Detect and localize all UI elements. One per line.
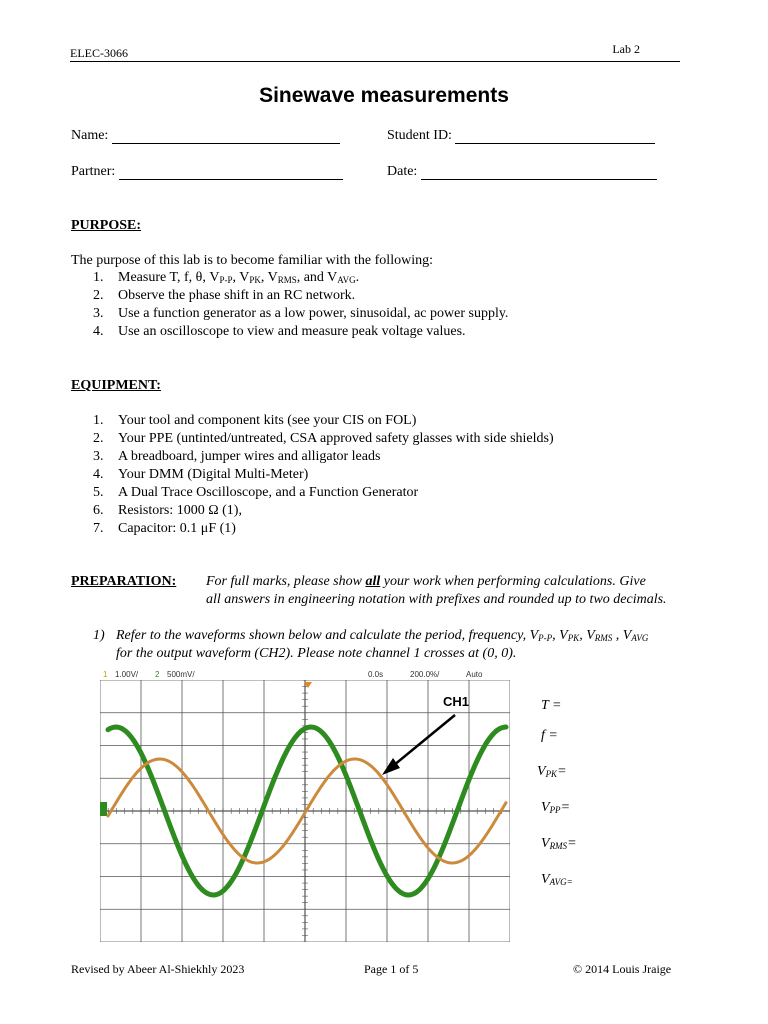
footer-copyright: © 2014 Louis Jraige	[573, 962, 672, 976]
measure-vavg: $V_{AVG=}$	[541, 872, 573, 887]
ch2-ground-marker-icon	[100, 802, 107, 816]
date-label: Date:	[387, 164, 418, 179]
name-field[interactable]	[71, 128, 340, 144]
lab-number: Lab 2	[612, 42, 640, 56]
list-item: 1. Measure T, f, θ, $V_{P-P}$, $V_{PK}$, $V_{RMS}$, and $V_{AVG}$.	[93, 270, 360, 285]
purpose-heading: PURPOSE:	[71, 218, 141, 233]
preparation-heading: PREPARATION:	[71, 574, 177, 589]
list-item: 7. Capacitor: 0.1 μF (1)	[93, 521, 236, 536]
ch1-indicator: 1	[103, 670, 108, 679]
preparation-note: For full marks, please show all your work when performing calculations. Give	[206, 574, 646, 589]
name-blank[interactable]	[112, 129, 340, 144]
list-item: 3. Use a function generator as a low power, sinusoidal, ac power supply.	[93, 306, 509, 321]
name-label: Name:	[71, 128, 109, 143]
measure-frequency: f =	[541, 728, 558, 743]
purpose-list	[93, 269, 508, 341]
purpose-intro: The purpose of this lab is to become familiar with the following:	[71, 253, 433, 268]
list-item: 1. Your tool and component kits (see your CIS on FOL)	[93, 413, 417, 428]
footer-revised: Revised by Abeer Al-Shiekhly 2023	[71, 962, 245, 976]
trigger-mode: Auto	[466, 670, 483, 679]
equipment-heading: EQUIPMENT:	[71, 378, 161, 393]
footer-page: Page 1 of 5	[364, 962, 419, 976]
question-1: 1) Refer to the waveforms shown below and calculate the period, frequency, $V_{P-P}$, $V_{PK}$, $V_{RMS}$ , $V_{AVG}$	[93, 628, 649, 643]
partner-field[interactable]	[71, 164, 343, 180]
equipment-list	[93, 412, 554, 538]
student-id-label: Student ID:	[387, 128, 452, 143]
ch1-scale: 1.00V/	[115, 670, 139, 679]
time-offset: 0.0s	[368, 670, 384, 679]
partner-label: Partner:	[71, 164, 116, 179]
question-1-line2: for the output waveform (CH2). Please note channel 1 crosses at (0, 0).	[116, 646, 517, 661]
measure-vrms: $V_{RMS}=$	[541, 836, 577, 851]
ch2-indicator: 2	[155, 670, 160, 679]
course-code: ELEC-3066	[70, 46, 128, 60]
page-title: Sinewave measurements	[259, 84, 509, 107]
timebase: 200.0%/	[410, 670, 440, 679]
student-id-field[interactable]	[387, 128, 655, 144]
date-blank[interactable]	[421, 165, 657, 180]
date-field[interactable]	[387, 164, 657, 180]
oscilloscope-screen	[100, 680, 510, 942]
measure-vpk: $V_{PK}=$	[537, 764, 567, 779]
list-item: 3. A breadboard, jumper wires and alligator leads	[93, 449, 381, 464]
list-item: 4. Use an oscilloscope to view and measure peak voltage values.	[93, 324, 466, 339]
student-id-blank[interactable]	[455, 129, 655, 144]
list-item: 2. Your PPE (untinted/untreated, CSA approved safety glasses with side shields)	[93, 431, 554, 446]
partner-blank[interactable]	[119, 165, 343, 180]
list-item: 4. Your DMM (Digital Multi-Meter)	[93, 467, 309, 482]
measure-vpp: $V_{PP}=$	[541, 800, 571, 815]
preparation-note-line2: all answers in engineering notation with prefixes and rounded up to two decimals.	[206, 592, 667, 607]
list-item: 5. A Dual Trace Oscilloscope, and a Function Generator	[93, 485, 419, 500]
ch2-scale: 500mV/	[167, 670, 195, 679]
list-item: 2. Observe the phase shift in an RC network.	[93, 288, 356, 303]
measure-period: T =	[541, 698, 562, 713]
ch1-callout-label: CH1	[443, 694, 470, 709]
list-item: 6. Resistors: 1000 Ω (1),	[93, 503, 242, 518]
page-header	[70, 42, 680, 62]
